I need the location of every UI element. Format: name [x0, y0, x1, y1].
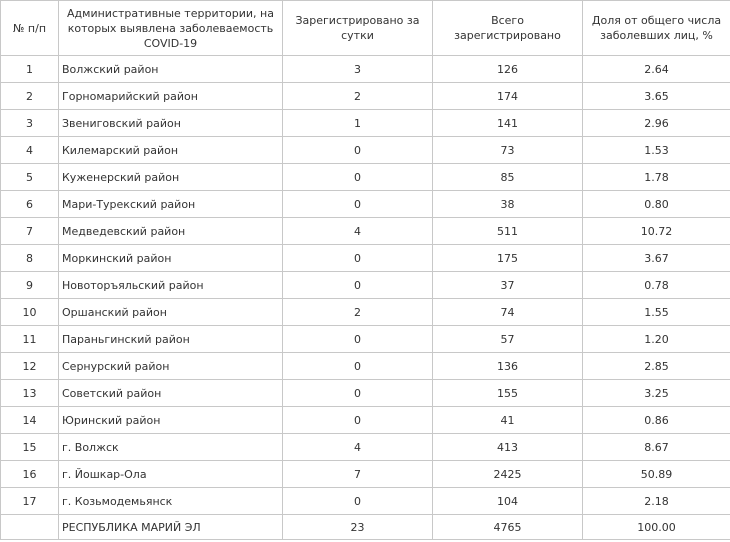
cell-share: 0.80: [583, 191, 730, 218]
cell-registered-day: 0: [283, 488, 433, 515]
total-cell-registered-day: 23: [283, 515, 433, 540]
cell-registered-total: 126: [433, 56, 583, 83]
cell-share: 2.96: [583, 110, 730, 137]
cell-number: 7: [1, 218, 59, 245]
cell-registered-day: 3: [283, 56, 433, 83]
cell-number: 15: [1, 434, 59, 461]
cell-registered-day: 0: [283, 326, 433, 353]
total-cell-territory: РЕСПУБЛИКА МАРИЙ ЭЛ: [59, 515, 283, 540]
cell-registered-day: 0: [283, 137, 433, 164]
cell-territory: г. Волжск: [59, 434, 283, 461]
table-row: [1, 191, 730, 218]
cell-share: 2.85: [583, 353, 730, 380]
table-row: [1, 461, 730, 488]
cell-share: 50.89: [583, 461, 730, 488]
cell-registered-total: 41: [433, 407, 583, 434]
total-cell-share: 100.00: [583, 515, 730, 540]
cell-registered-day: 0: [283, 191, 433, 218]
cell-number: 8: [1, 245, 59, 272]
table-body: [1, 56, 730, 540]
cell-number: 6: [1, 191, 59, 218]
cell-registered-total: 73: [433, 137, 583, 164]
cell-territory: Параньгинский район: [59, 326, 283, 353]
cell-number: 4: [1, 137, 59, 164]
cell-registered-day: 4: [283, 434, 433, 461]
cell-share: 2.64: [583, 56, 730, 83]
header-territory: Административные территории, на которых выявлена заболеваемость COVID-19: [59, 1, 283, 56]
cell-registered-day: 0: [283, 407, 433, 434]
table-row: [1, 488, 730, 515]
cell-registered-total: 104: [433, 488, 583, 515]
cell-territory: Моркинский район: [59, 245, 283, 272]
cell-registered-total: 136: [433, 353, 583, 380]
header-registered-total: Всего зарегистрировано: [433, 1, 583, 56]
table-row: [1, 110, 730, 137]
cell-share: 0.78: [583, 272, 730, 299]
cell-registered-total: 413: [433, 434, 583, 461]
cell-territory: Килемарский район: [59, 137, 283, 164]
table-row: [1, 56, 730, 83]
cell-registered-day: 0: [283, 353, 433, 380]
cell-share: 3.25: [583, 380, 730, 407]
cell-territory: Волжский район: [59, 56, 283, 83]
table-row: [1, 245, 730, 272]
cell-share: 1.53: [583, 137, 730, 164]
cell-territory: г. Козьмодемьянск: [59, 488, 283, 515]
cell-number: 5: [1, 164, 59, 191]
cell-share: 1.78: [583, 164, 730, 191]
cell-registered-day: 0: [283, 245, 433, 272]
cell-territory: Оршанский район: [59, 299, 283, 326]
cell-registered-day: 1: [283, 110, 433, 137]
header-number: № п/п: [1, 1, 59, 56]
table-row: [1, 380, 730, 407]
cell-registered-total: 141: [433, 110, 583, 137]
header-share: Доля от общего числа заболевших лиц, %: [583, 1, 730, 56]
cell-registered-total: 38: [433, 191, 583, 218]
table-row: [1, 83, 730, 110]
cell-territory: Горномарийский район: [59, 83, 283, 110]
table-row: [1, 353, 730, 380]
cell-share: 3.65: [583, 83, 730, 110]
cell-number: 1: [1, 56, 59, 83]
cell-registered-day: 0: [283, 380, 433, 407]
cell-registered-total: 175: [433, 245, 583, 272]
cell-number: 16: [1, 461, 59, 488]
cell-share: 1.20: [583, 326, 730, 353]
cell-number: 10: [1, 299, 59, 326]
cell-number: 9: [1, 272, 59, 299]
table-row: [1, 164, 730, 191]
table-row: [1, 299, 730, 326]
cell-share: 8.67: [583, 434, 730, 461]
cell-registered-total: 2425: [433, 461, 583, 488]
table-row: [1, 326, 730, 353]
cell-share: 2.18: [583, 488, 730, 515]
cell-registered-total: 37: [433, 272, 583, 299]
cell-territory: Куженерский район: [59, 164, 283, 191]
cell-share: 10.72: [583, 218, 730, 245]
cell-registered-total: 174: [433, 83, 583, 110]
cell-registered-total: 85: [433, 164, 583, 191]
table-row: [1, 272, 730, 299]
cell-territory: Звениговский район: [59, 110, 283, 137]
cell-territory: г. Йошкар-Ола: [59, 461, 283, 488]
cell-registered-total: 57: [433, 326, 583, 353]
cell-registered-total: 155: [433, 380, 583, 407]
cell-territory: Сернурский район: [59, 353, 283, 380]
cell-number: 13: [1, 380, 59, 407]
cell-number: 3: [1, 110, 59, 137]
cell-territory: Мари-Турекский район: [59, 191, 283, 218]
table-row: [1, 407, 730, 434]
cell-registered-day: 0: [283, 164, 433, 191]
cell-number: 17: [1, 488, 59, 515]
cell-share: 0.86: [583, 407, 730, 434]
cell-share: 3.67: [583, 245, 730, 272]
total-cell-registered-total: 4765: [433, 515, 583, 540]
cell-number: 11: [1, 326, 59, 353]
cell-registered-total: 511: [433, 218, 583, 245]
cell-registered-day: 0: [283, 272, 433, 299]
cell-number: 14: [1, 407, 59, 434]
cell-number: 2: [1, 83, 59, 110]
table-row: [1, 218, 730, 245]
cell-registered-total: 74: [433, 299, 583, 326]
cell-territory: Советский район: [59, 380, 283, 407]
cell-registered-day: 7: [283, 461, 433, 488]
cell-registered-day: 2: [283, 83, 433, 110]
header-row: [1, 1, 730, 56]
total-cell-number: [1, 515, 59, 540]
cell-share: 1.55: [583, 299, 730, 326]
table-row: [1, 434, 730, 461]
cell-territory: Новоторъяльский район: [59, 272, 283, 299]
total-row: [1, 515, 730, 540]
cell-territory: Медведевский район: [59, 218, 283, 245]
cell-registered-day: 2: [283, 299, 433, 326]
cell-territory: Юринский район: [59, 407, 283, 434]
table-row: [1, 137, 730, 164]
cell-number: 12: [1, 353, 59, 380]
header-registered-day: Зарегистрировано за сутки: [283, 1, 433, 56]
cell-registered-day: 4: [283, 218, 433, 245]
